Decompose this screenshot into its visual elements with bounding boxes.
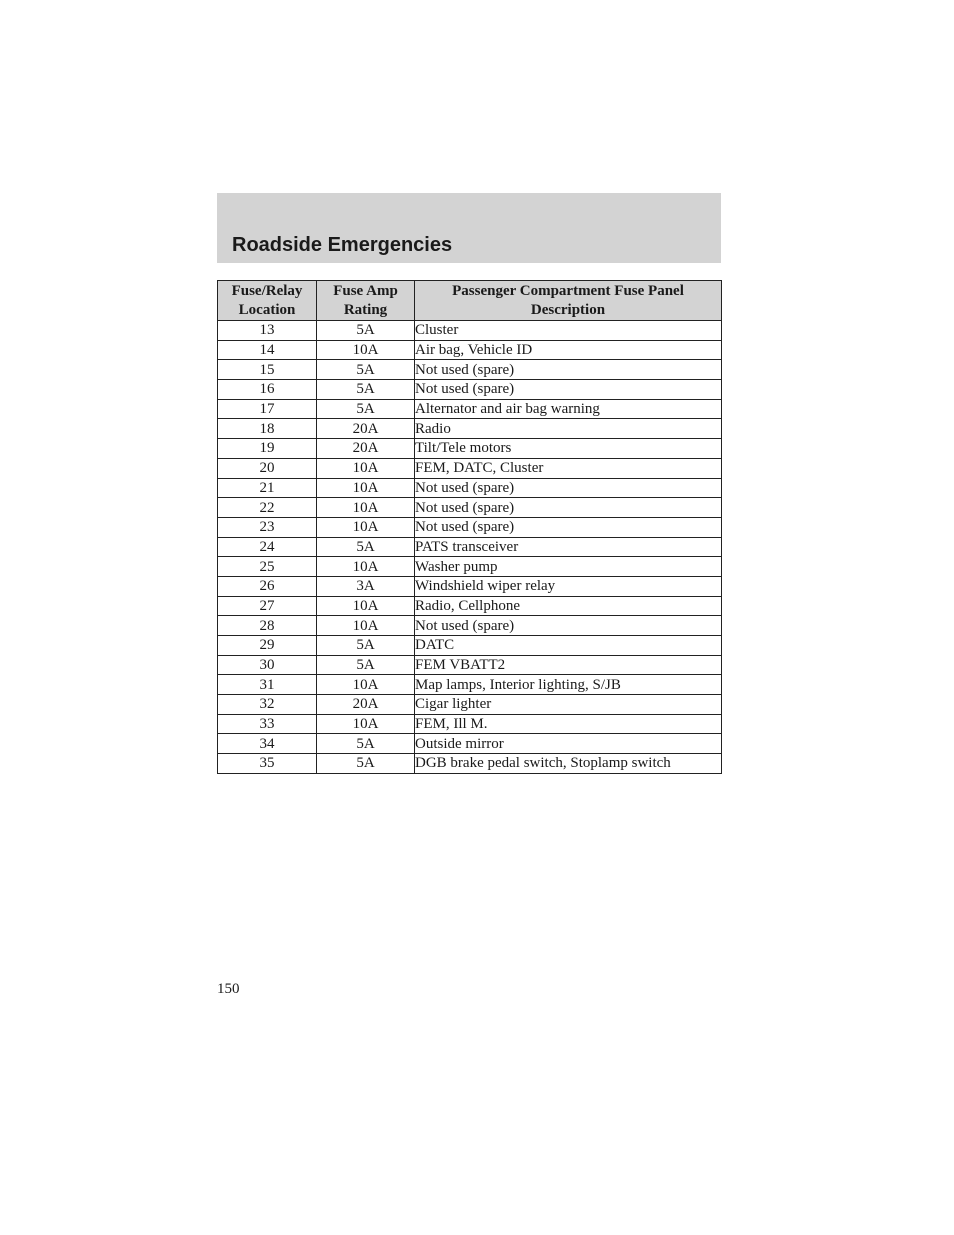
cell-location: 28 <box>218 616 317 636</box>
cell-description: Alternator and air bag warning <box>415 399 722 419</box>
cell-amp-rating: 3A <box>317 576 415 596</box>
page-number: 150 <box>217 981 240 997</box>
table-row <box>218 419 722 439</box>
table-row <box>218 695 722 715</box>
cell-amp-rating: 5A <box>317 537 415 557</box>
cell-location: 23 <box>218 517 317 537</box>
cell-amp-rating: 10A <box>317 478 415 498</box>
cell-location: 19 <box>218 439 317 459</box>
cell-amp-rating: 10A <box>317 498 415 518</box>
table-row <box>218 340 722 360</box>
cell-description: DGB brake pedal switch, Stoplamp switch <box>415 754 722 774</box>
cell-amp-rating: 10A <box>317 675 415 695</box>
cell-amp-rating: 10A <box>317 458 415 478</box>
cell-description: DATC <box>415 636 722 656</box>
cell-location: 33 <box>218 714 317 734</box>
cell-description: FEM, DATC, Cluster <box>415 458 722 478</box>
cell-location: 21 <box>218 478 317 498</box>
table-row <box>218 675 722 695</box>
table-row <box>218 655 722 675</box>
cell-amp-rating: 5A <box>317 321 415 341</box>
cell-amp-rating: 5A <box>317 636 415 656</box>
cell-amp-rating: 10A <box>317 616 415 636</box>
table-row <box>218 458 722 478</box>
cell-description: Washer pump <box>415 557 722 577</box>
cell-amp-rating: 5A <box>317 655 415 675</box>
cell-amp-rating: 5A <box>317 754 415 774</box>
cell-amp-rating: 20A <box>317 695 415 715</box>
table-row <box>218 537 722 557</box>
cell-description: Not used (spare) <box>415 360 722 380</box>
cell-description: Not used (spare) <box>415 616 722 636</box>
table-body <box>218 321 722 774</box>
cell-amp-rating: 10A <box>317 714 415 734</box>
cell-location: 16 <box>218 380 317 400</box>
table-row <box>218 616 722 636</box>
table-row <box>218 380 722 400</box>
table-row <box>218 321 722 341</box>
table-header-row <box>218 281 722 321</box>
cell-description: Not used (spare) <box>415 498 722 518</box>
table-row <box>218 557 722 577</box>
section-title: Roadside Emergencies <box>232 234 453 256</box>
cell-description: Not used (spare) <box>415 478 722 498</box>
cell-description: PATS transceiver <box>415 537 722 557</box>
cell-location: 15 <box>218 360 317 380</box>
table-row <box>218 399 722 419</box>
cell-location: 17 <box>218 399 317 419</box>
table-row <box>218 714 722 734</box>
cell-location: 18 <box>218 419 317 439</box>
cell-location: 31 <box>218 675 317 695</box>
cell-description: Cluster <box>415 321 722 341</box>
cell-amp-rating: 10A <box>317 557 415 577</box>
cell-amp-rating: 20A <box>317 419 415 439</box>
cell-description: Radio, Cellphone <box>415 596 722 616</box>
cell-amp-rating: 5A <box>317 360 415 380</box>
cell-location: 13 <box>218 321 317 341</box>
cell-description: Cigar lighter <box>415 695 722 715</box>
cell-description: Radio <box>415 419 722 439</box>
column-header-amp-rating: Fuse Amp Rating <box>317 281 415 321</box>
cell-description: Outside mirror <box>415 734 722 754</box>
cell-location: 27 <box>218 596 317 616</box>
cell-amp-rating: 20A <box>317 439 415 459</box>
cell-amp-rating: 10A <box>317 340 415 360</box>
table-row <box>218 478 722 498</box>
cell-description: Map lamps, Interior lighting, S/JB <box>415 675 722 695</box>
section-header-band <box>217 193 721 263</box>
table-row <box>218 734 722 754</box>
cell-description: Air bag, Vehicle ID <box>415 340 722 360</box>
table-row <box>218 517 722 537</box>
cell-description: Not used (spare) <box>415 380 722 400</box>
cell-location: 35 <box>218 754 317 774</box>
table-row <box>218 498 722 518</box>
cell-description: Tilt/Tele motors <box>415 439 722 459</box>
fuse-table <box>217 280 722 774</box>
column-header-location: Fuse/Relay Location <box>218 281 317 321</box>
table-row <box>218 754 722 774</box>
cell-amp-rating: 5A <box>317 399 415 419</box>
cell-location: 25 <box>218 557 317 577</box>
table-row <box>218 439 722 459</box>
cell-location: 30 <box>218 655 317 675</box>
cell-location: 26 <box>218 576 317 596</box>
cell-description: Not used (spare) <box>415 517 722 537</box>
cell-location: 20 <box>218 458 317 478</box>
cell-description: FEM VBATT2 <box>415 655 722 675</box>
cell-description: FEM, Ill M. <box>415 714 722 734</box>
cell-location: 34 <box>218 734 317 754</box>
cell-amp-rating: 10A <box>317 517 415 537</box>
cell-amp-rating: 10A <box>317 596 415 616</box>
cell-location: 22 <box>218 498 317 518</box>
table-row <box>218 360 722 380</box>
table-row <box>218 596 722 616</box>
cell-amp-rating: 5A <box>317 734 415 754</box>
cell-location: 14 <box>218 340 317 360</box>
cell-amp-rating: 5A <box>317 380 415 400</box>
table-row <box>218 636 722 656</box>
cell-description: Windshield wiper relay <box>415 576 722 596</box>
table-row <box>218 576 722 596</box>
cell-location: 29 <box>218 636 317 656</box>
column-header-description: Passenger Compartment Fuse Panel Description <box>415 281 722 321</box>
cell-location: 32 <box>218 695 317 715</box>
cell-location: 24 <box>218 537 317 557</box>
